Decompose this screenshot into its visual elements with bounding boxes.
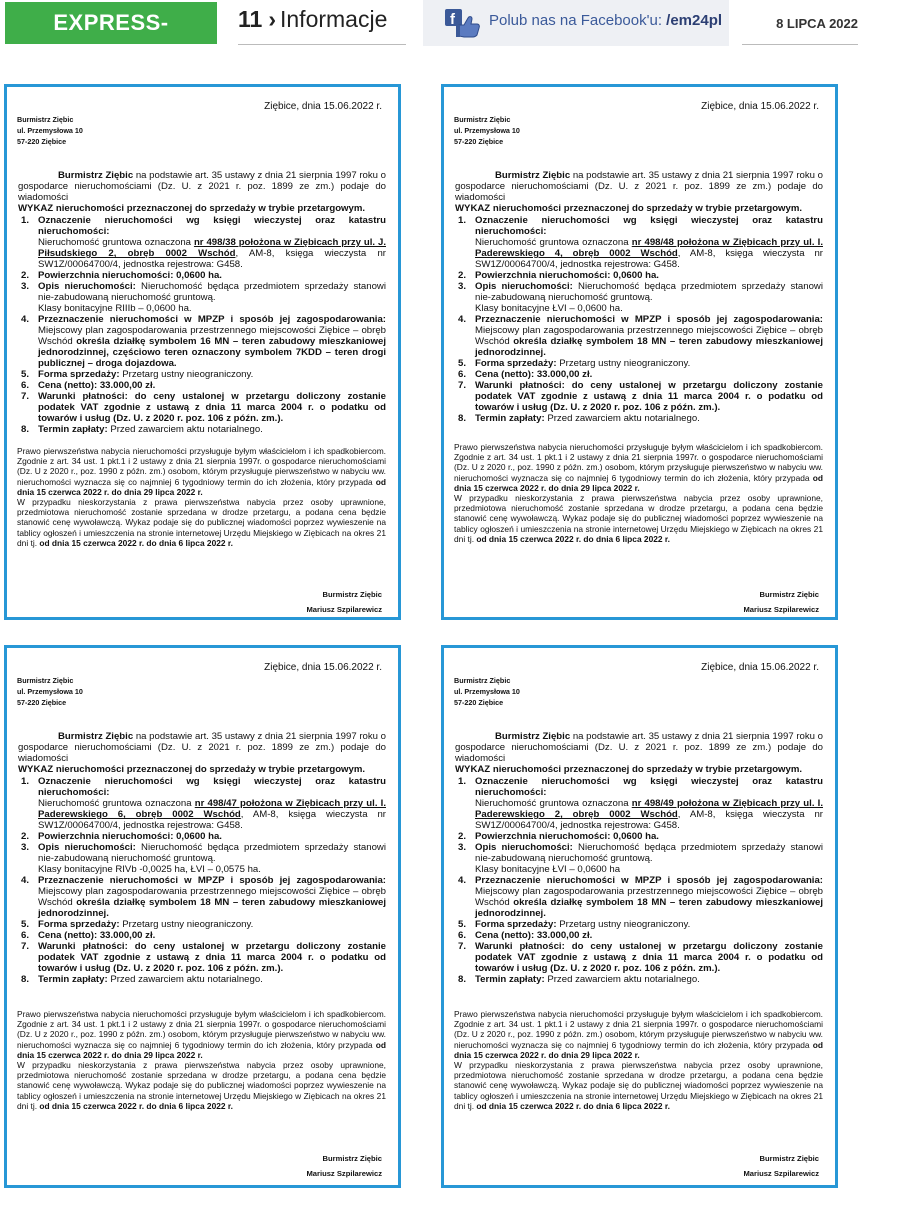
list-item: 6. Cena (netto): 33.000,00 zł. xyxy=(458,930,593,941)
rights-text: W przypadku nieskorzystania z prawa pierwszeństwa nabycia przez osoby uprawnione, przedmiotowa nieruchomość zostanie sprzedana w drodze przetargu, a podana cena będzie stanowić cenę wywoławczą. Wykaz podaje się do publicznej wiadomości poprzez wywieszenie na tablicy ogłoszeń i umieszczenia na stronie internetowej Urzędu Miejskiego w Ziębicach na okres 21 dni tj. xyxy=(454,1060,823,1111)
item-text: Przed zawarciem aktu notarialnego. xyxy=(107,424,263,435)
list-item: 8. Termin zapłaty: Przed zawarciem aktu notarialnego. xyxy=(21,424,263,435)
svg-text:f: f xyxy=(450,11,455,28)
page-heading xyxy=(238,6,387,33)
intro-text: na podstawie art. 35 ustawy z dnia 21 sierpnia 1997 roku o gospodarce nieruchomościami (Dz. U. z 2021 r. poz. 1899 ze zm.) podaje do wiadomości xyxy=(18,731,386,764)
address-line: Burmistrz Ziębic xyxy=(17,676,74,685)
signature-title: Burmistrz Ziębic xyxy=(322,590,382,599)
section-title: Informacje xyxy=(280,6,388,32)
zoning-symbol: określa działkę symbolem 18 MN – teren zabudowy mieszkaniowej jednorodzinnej. xyxy=(38,897,386,919)
item-text: Nieruchomość gruntowa oznaczona xyxy=(38,798,195,809)
soil-class: Klasy bonitacyjne RIVb -0,0025 ha, ŁVI – 0,0575 ha. xyxy=(38,864,261,875)
list-item: 5. Forma sprzedaży: Przetarg ustny nieograniczony. xyxy=(458,358,691,369)
list-item: 4. Przeznaczenie nieruchomości w MPZP i sposób jej zagospodarowania: Miejscowy plan zagospodarowania przestrzennego miejscowości Ziębice – obręb Wschód określa działkę symbolem 18 MN – teren zabudowy mieszkaniowej jednorodzinnej. xyxy=(458,875,823,919)
rights-text: W przypadku nieskorzystania z prawa pierwszeństwa nabycia przez osoby uprawnione, przedmiotowa nieruchomość zostanie sprzedana w drodze przetargu, a podana cena będzie stanowić cenę wywoławczą. Wykaz podaje się do publicznej wiadomości poprzez wywieszenie na tablicy ogłoszeń i umieszczenia na stronie internetowej Urzędu Miejskiego w Ziębicach na okres 21 dni tj. xyxy=(17,1060,386,1111)
list-item: 6. Cena (netto): 33.000,00 zł. xyxy=(458,369,593,380)
list-item: 5. Forma sprzedaży: Przetarg ustny nieograniczony. xyxy=(21,919,254,930)
item-title: Powierzchnia nieruchomości: 0,0600 ha. xyxy=(475,831,659,842)
list-item: 4. Przeznaczenie nieruchomości w MPZP i sposób jej zagospodarowania: Miejscowy plan zagospodarowania przestrzennego miejscowości Ziębice – obręb Wschód określa działkę symbolem 18 MN – teren zabudowy mieszkaniowej jednorodzinnej. xyxy=(458,314,823,358)
facebook-banner[interactable] xyxy=(423,0,729,46)
item-title: Powierzchnia nieruchomości: 0,0600 ha. xyxy=(38,270,222,281)
list-item: 2. Powierzchnia nieruchomości: 0,0600 ha. xyxy=(21,270,222,281)
zoning-symbol: określa działkę symbolem 18 MN – teren zabudowy mieszkaniowej jednorodzinnej. xyxy=(475,897,823,919)
price: Cena (netto): 33.000,00 zł. xyxy=(38,380,156,391)
item-title: Przeznaczenie nieruchomości w MPZP i sposób jej zagospodarowania: xyxy=(38,314,386,325)
rights-period: od dnia 15 czerwca 2022 r. do dnia 29 lipca 2022 r. xyxy=(454,1039,823,1060)
item-text: Nieruchomość będąca przedmiotem sprzedaży stanowi nie-zabudowaną nieruchomość gruntową. xyxy=(38,842,386,864)
payment-terms: Warunki płatności: do ceny ustalonej w przetargu doliczony zostanie podatek VAT zgodnie z ustawą z dnia 11 marca 2004 r. o podatku od towarów i usług (Dz. U. z 2020 r. poz. 106 z późn. zm.). xyxy=(475,941,823,974)
item-text: Miejscowy plan zagospodarowania przestrzennego miejscowości Ziębice – obręb Wschód xyxy=(475,325,823,347)
item-title: Opis nieruchomości: xyxy=(38,842,136,853)
list-heading: WYKAZ nieruchomości przeznaczonej do sprzedaży w trybie przetargowym. xyxy=(18,764,366,775)
item-title: Powierzchnia nieruchomości: 0,0600 ha. xyxy=(38,831,222,842)
zoning-symbol: określa działkę symbolem 16 MN – teren zabudowy mieszkaniowej jednorodzinnej, częściowo teren oznaczony symbolem 7KDD – teren drogi publicznej – droga dojazdowa. xyxy=(38,336,386,369)
signature xyxy=(743,1151,819,1181)
plot-designation: nr 498/38 położona w Ziębicach przy ul. J. Piłsudskiego 2, obręb 0002 Wschód xyxy=(38,237,386,259)
place-date: Ziębice, dnia 15.06.2022 r. xyxy=(264,662,382,673)
sender-address xyxy=(454,675,520,708)
address-line: ul. Przemysłowa 10 xyxy=(17,126,83,135)
soil-class: Klasy bonitacyjne ŁVI – 0,0600 ha xyxy=(475,864,621,875)
item-text: , AM-8, księga wieczysta nr SW1Z/00064700/4, jednostka rejestrowa: G458. xyxy=(38,809,386,831)
notice-intro xyxy=(18,731,386,775)
item-text: Nieruchomość będąca przedmiotem sprzedaży stanowi nie-zabudowaną nieruchomość gruntową. xyxy=(475,281,823,303)
item-text: Miejscowy plan zagospodarowania przestrzennego miejscowości Ziębice – obręb Wschód xyxy=(475,886,823,908)
item-title: Forma sprzedaży: xyxy=(475,919,557,930)
property-details-list xyxy=(18,776,386,985)
item-title: Termin zapłaty: xyxy=(38,974,108,985)
list-item: 7. Warunki płatności: do ceny ustalonej w przetargu doliczony zostanie podatek VAT zgodnie z ustawą z dnia 11 marca 2004 r. o podatku od towarów i usług (Dz. U. z 2020 r. poz. 106 z późn. zm.). xyxy=(21,391,386,424)
payment-terms: Warunki płatności: do ceny ustalonej w przetargu doliczony zostanie podatek VAT zgodnie z ustawą z dnia 11 marca 2004 r. o podatku od towarów i usług (Dz. U. z 2020 r. poz. 106 z późn. zm.). xyxy=(475,380,823,413)
address-line: 57-220 Ziębice xyxy=(454,698,504,707)
rights-text: Prawo pierwszeństwa nabycia nieruchomości przysługuje byłym właścicielom i ich spadkobiercom. Zgodnie z art. 34 ust. 1 pkt.1 i 2 ustawy z dnia 21 sierpnia 1997r. o gospodarce nieruchomościami (Dz. U z 2020 r., poz. 1990 z późn. zm.) osobom, którym przysługuje pierwszeństwo w nabyciu ww. nieruchomości wyznacza się co najmniej 6 tygodniowy termin do ich złożenia, który przypada xyxy=(454,442,823,483)
sale-notice xyxy=(4,84,401,620)
pre-emption-rights xyxy=(454,442,823,544)
soil-class: Klasy bonitacyjne ŁVI – 0,0600 ha. xyxy=(475,303,623,314)
list-item: 1. Oznaczenie nieruchomości wg księgi wieczystej oraz katastru nieruchomości: Nieruchomość gruntowa oznaczona nr 498/47 położona w Ziębicach przy ul. I. Paderewskiego 6, obręb 0002 Wschód, AM-8, księga wieczysta nr SW1Z/00064700/4, jednostka rejestrowa: G458. xyxy=(21,776,386,831)
plot-designation: nr 498/48 położona w Ziębicach przy ul. I. Paderewskiego 4, obręb 0002 Wschód xyxy=(475,237,823,259)
pre-emption-rights xyxy=(454,1009,823,1111)
rights-period: od dnia 15 czerwca 2022 r. do dnia 29 lipca 2022 r. xyxy=(17,1039,386,1060)
notice-intro xyxy=(455,170,823,214)
facebook-like-icon xyxy=(445,9,481,38)
list-item: 5. Forma sprzedaży: Przetarg ustny nieograniczony. xyxy=(458,919,691,930)
issue-date: 8 LIPCA 2022 xyxy=(776,16,858,31)
address-line: Burmistrz Ziębic xyxy=(17,115,74,124)
sender-address xyxy=(17,114,83,147)
list-item: 7. Warunki płatności: do ceny ustalonej w przetargu doliczony zostanie podatek VAT zgodnie z ustawą z dnia 11 marca 2004 r. o podatku od towarów i usług (Dz. U. z 2020 r. poz. 106 z późn. zm.). xyxy=(21,941,386,974)
property-details-list xyxy=(18,215,386,435)
list-item: 1. Oznaczenie nieruchomości wg księgi wieczystej oraz katastru nieruchomości: Nieruchomość gruntowa oznaczona nr 498/48 położona w Ziębicach przy ul. I. Paderewskiego 4, obręb 0002 Wschód, AM-8, księga wieczysta nr SW1Z/00064700/4, jednostka rejestrowa: G458. xyxy=(458,215,823,270)
intro-lead: Burmistrz Ziębic xyxy=(495,731,571,742)
address-line: ul. Przemysłowa 10 xyxy=(454,687,520,696)
signature xyxy=(743,587,819,617)
payment-terms: Warunki płatności: do ceny ustalonej w przetargu doliczony zostanie podatek VAT zgodnie z ustawą z dnia 11 marca 2004 r. o podatku od towarów i usług (Dz. U. z 2020 r. poz. 106 z późn. zm.). xyxy=(38,391,386,424)
list-item: 2. Powierzchnia nieruchomości: 0,0600 ha. xyxy=(458,270,659,281)
list-item: 3. Opis nieruchomości: Nieruchomość będąca przedmiotem sprzedaży stanowi nie-zabudowaną nieruchomość gruntową. Klasy bonitacyjne RIVb -0,0025 ha, ŁVI – 0,0575 ha. xyxy=(21,842,386,875)
list-item: 5. Forma sprzedaży: Przetarg ustny nieograniczony. xyxy=(21,369,254,380)
item-title: Termin zapłaty: xyxy=(38,424,108,435)
list-heading: WYKAZ nieruchomości przeznaczonej do sprzedaży w trybie przetargowym. xyxy=(455,764,803,775)
sale-notice xyxy=(441,84,838,620)
plot-designation: nr 498/49 położona w Ziębicach przy ul. I. Paderewskiego 2, obręb 0002 Wschód xyxy=(475,798,823,820)
intro-text: na podstawie art. 35 ustawy z dnia 21 sierpnia 1997 roku o gospodarce nieruchomościami (Dz. U. z 2021 r. poz. 1899 ze zm.) podaje do wiadomości xyxy=(18,170,386,203)
item-title: Opis nieruchomości: xyxy=(475,842,573,853)
item-text: Przetarg ustny nieograniczony. xyxy=(556,358,691,369)
signature-name: Mariusz Szpilarewicz xyxy=(743,605,819,614)
intro-lead: Burmistrz Ziębic xyxy=(58,170,134,181)
item-title: Przeznaczenie nieruchomości w MPZP i sposób jej zagospodarowania: xyxy=(475,875,823,886)
header-divider-right xyxy=(742,44,858,45)
item-text: Nieruchomość będąca przedmiotem sprzedaży stanowi nie-zabudowaną nieruchomość gruntową. xyxy=(38,281,386,303)
property-details-list xyxy=(455,776,823,985)
intro-lead: Burmistrz Ziębic xyxy=(495,170,571,181)
address-line: Burmistrz Ziębic xyxy=(454,115,511,124)
item-title: Forma sprzedaży: xyxy=(38,919,120,930)
list-item: 2. Powierzchnia nieruchomości: 0,0600 ha. xyxy=(458,831,659,842)
address-line: 57-220 Ziębice xyxy=(454,137,504,146)
publication-period: od dnia 15 czerwca 2022 r. do dnia 6 lipca 2022 r. xyxy=(476,533,671,544)
zoning-symbol: określa działkę symbolem 18 MN – teren zabudowy mieszkaniowej jednorodzinnej. xyxy=(475,336,823,358)
rights-text: W przypadku nieskorzystania z prawa pierwszeństwa nabycia przez osoby uprawnione, przedmiotowa nieruchomość zostanie sprzedana w drodze przetargu, a podana cena będzie stanowić cenę wywoławczą. Wykaz podaje się do publicznej wiadomości poprzez wywieszenie na tablicy ogłoszeń i umieszczenia na stronie internetowej Urzędu Miejskiego w Ziębicach na okres 21 dni tj. xyxy=(454,493,823,544)
sale-notice xyxy=(441,645,838,1188)
item-title: Powierzchnia nieruchomości: 0,0600 ha. xyxy=(475,270,659,281)
item-title: Forma sprzedaży: xyxy=(475,358,557,369)
intro-text: na podstawie art. 35 ustawy z dnia 21 sierpnia 1997 roku o gospodarce nieruchomościami (Dz. U. z 2021 r. poz. 1899 ze zm.) podaje do wiadomości xyxy=(455,170,823,203)
signature xyxy=(306,1151,382,1181)
payment-terms: Warunki płatności: do ceny ustalonej w przetargu doliczony zostanie podatek VAT zgodnie z ustawą z dnia 11 marca 2004 r. o podatku od towarów i usług (Dz. U. z 2020 r. poz. 106 z późn. zm.). xyxy=(38,941,386,974)
item-title: Opis nieruchomości: xyxy=(38,281,136,292)
signature-title: Burmistrz Ziębic xyxy=(322,1154,382,1163)
place-date: Ziębice, dnia 15.06.2022 r. xyxy=(701,101,819,112)
list-item: 4. Przeznaczenie nieruchomości w MPZP i sposób jej zagospodarowania: Miejscowy plan zagospodarowania przestrzennego miejscowości Ziębice – obręb Wschód określa działkę symbolem 18 MN – teren zabudowy mieszkaniowej jednorodzinnej. xyxy=(21,875,386,919)
item-text: Nieruchomość będąca przedmiotem sprzedaży stanowi nie-zabudowaną nieruchomość gruntową. xyxy=(475,842,823,864)
item-title: Opis nieruchomości: xyxy=(475,281,573,292)
site-logo[interactable]: EXPRESS-MIEJSKI.PL xyxy=(5,2,217,44)
list-item: 6. Cena (netto): 33.000,00 zł. xyxy=(21,380,156,391)
item-text: Przed zawarciem aktu notarialnego. xyxy=(107,974,263,985)
intro-text: na podstawie art. 35 ustawy z dnia 21 sierpnia 1997 roku o gospodarce nieruchomościami (Dz. U. z 2021 r. poz. 1899 ze zm.) podaje do wiadomości xyxy=(455,731,823,764)
publication-period: od dnia 15 czerwca 2022 r. do dnia 6 lipca 2022 r. xyxy=(39,1100,234,1111)
list-item: 8. Termin zapłaty: Przed zawarciem aktu notarialnego. xyxy=(458,974,700,985)
chevron-right-icon: › xyxy=(268,6,276,32)
price: Cena (netto): 33.000,00 zł. xyxy=(475,369,593,380)
list-item: 8. Termin zapłaty: Przed zawarciem aktu notarialnego. xyxy=(21,974,263,985)
rights-text: W przypadku nieskorzystania z prawa pierwszeństwa nabycia przez osoby uprawnione, przedmiotowa nieruchomość zostanie sprzedana w drodze przetargu, a podana cena będzie stanowić cenę wywoławczą. Wykaz podaje się do publicznej wiadomości poprzez wywieszenie na tablicy ogłoszeń i umieszczenia na stronie internetowej Urzędu Miejskiego w Ziębicach na okres 21 dni tj. xyxy=(17,497,386,548)
page-header xyxy=(0,0,900,77)
item-text: , AM-8, księga wieczysta nr SW1Z/00064700/4, jednostka rejestrowa: G458. xyxy=(475,248,823,270)
intro-lead: Burmistrz Ziębic xyxy=(58,731,134,742)
item-text: Przed zawarciem aktu notarialnego. xyxy=(544,974,700,985)
list-item: 1. Oznaczenie nieruchomości wg księgi wieczystej oraz katastru nieruchomości: Nieruchomość gruntowa oznaczona nr 498/38 położona w Ziębicach przy ul. J. Piłsudskiego 2, obręb 0002 Wschód, AM-8, księga wieczysta nr SW1Z/00064700/4, jednostka rejestrowa: G458. xyxy=(21,215,386,270)
item-title: Przeznaczenie nieruchomości w MPZP i sposób jej zagospodarowania: xyxy=(38,875,386,886)
signature-title: Burmistrz Ziębic xyxy=(759,590,819,599)
pre-emption-rights xyxy=(17,446,386,548)
item-title: Przeznaczenie nieruchomości w MPZP i sposób jej zagospodarowania: xyxy=(475,314,823,325)
list-item: 3. Opis nieruchomości: Nieruchomość będąca przedmiotem sprzedaży stanowi nie-zabudowaną nieruchomość gruntową. Klasy bonitacyjne ŁVI – 0,0600 ha xyxy=(458,842,823,875)
item-title: Forma sprzedaży: xyxy=(38,369,120,380)
list-item: 7. Warunki płatności: do ceny ustalonej w przetargu doliczony zostanie podatek VAT zgodnie z ustawą z dnia 11 marca 2004 r. o podatku od towarów i usług (Dz. U. z 2020 r. poz. 106 z późn. zm.). xyxy=(458,941,823,974)
rights-text: Prawo pierwszeństwa nabycia nieruchomości przysługuje byłym właścicielom i ich spadkobiercom. Zgodnie z art. 34 ust. 1 pkt.1 i 2 ustawy z dnia 21 sierpnia 1997r. o gospodarce nieruchomościami (Dz. U z 2020 r., poz. 1990 z późn. zm.) osobom, którym przysługuje pierwszeństwo w nabyciu ww. nieruchomości wyznacza się co najmniej 6 tygodniowy termin do ich złożenia, który przypada xyxy=(17,1009,386,1050)
header-divider xyxy=(238,44,406,45)
list-item: 3. Opis nieruchomości: Nieruchomość będąca przedmiotem sprzedaży stanowi nie-zabudowaną nieruchomość gruntową. Klasy bonitacyjne RIIIb – 0,0600 ha. xyxy=(21,281,386,314)
item-text: Miejscowy plan zagospodarowania przestrzennego miejscowości Ziębice – obręb Wschód xyxy=(38,886,386,908)
list-item: 1. Oznaczenie nieruchomości wg księgi wieczystej oraz katastru nieruchomości: Nieruchomość gruntowa oznaczona nr 498/49 położona w Ziębicach przy ul. I. Paderewskiego 2, obręb 0002 Wschód, AM-8, księga wieczysta nr SW1Z/00064700/4, jednostka rejestrowa: G458. xyxy=(458,776,823,831)
publication-period: od dnia 15 czerwca 2022 r. do dnia 6 lipca 2022 r. xyxy=(39,537,234,548)
signature xyxy=(306,587,382,617)
plot-designation: nr 498/47 położona w Ziębicach przy ul. I. Paderewskiego 6, obręb 0002 Wschód xyxy=(38,798,386,820)
rights-text: Prawo pierwszeństwa nabycia nieruchomości przysługuje byłym właścicielom i ich spadkobiercom. Zgodnie z art. 34 ust. 1 pkt.1 i 2 ustawy z dnia 21 sierpnia 1997r. o gospodarce nieruchomościami (Dz. U z 2020 r., poz. 1990 z późn. zm.) osobom, którym przysługuje pierwszeństwo w nabyciu ww. nieruchomości wyznacza się co najmniej 6 tygodniowy termin do ich złożenia, który przypada xyxy=(17,446,386,487)
item-text: , AM-8, księga wieczysta nr SW1Z/00064700/4, jednostka rejestrowa: G458. xyxy=(475,809,823,831)
item-title: Termin zapłaty: xyxy=(475,413,545,424)
price: Cena (netto): 33.000,00 zł. xyxy=(475,930,593,941)
signature-name: Mariusz Szpilarewicz xyxy=(306,1169,382,1178)
item-title: Oznaczenie nieruchomości wg księgi wieczystej oraz katastru nieruchomości: xyxy=(38,215,386,237)
list-item: 3. Opis nieruchomości: Nieruchomość będąca przedmiotem sprzedaży stanowi nie-zabudowaną nieruchomość gruntową. Klasy bonitacyjne ŁVI – 0,0600 ha. xyxy=(458,281,823,314)
sender-address xyxy=(454,114,520,147)
signature-name: Mariusz Szpilarewicz xyxy=(743,1169,819,1178)
item-text: Nieruchomość gruntowa oznaczona xyxy=(475,798,632,809)
page-number: 11 xyxy=(238,6,263,32)
list-heading: WYKAZ nieruchomości przeznaczonej do sprzedaży w trybie przetargowym. xyxy=(18,203,366,214)
place-date: Ziębice, dnia 15.06.2022 r. xyxy=(701,662,819,673)
list-item: 8. Termin zapłaty: Przed zawarciem aktu notarialnego. xyxy=(458,413,700,424)
item-text: Nieruchomość gruntowa oznaczona xyxy=(38,237,194,248)
facebook-cta xyxy=(489,12,722,29)
rights-period: od dnia 15 czerwca 2022 r. do dnia 29 lipca 2022 r. xyxy=(454,472,823,493)
sender-address xyxy=(17,675,83,708)
rights-text: Prawo pierwszeństwa nabycia nieruchomości przysługuje byłym właścicielom i ich spadkobiercom. Zgodnie z art. 34 ust. 1 pkt.1 i 2 ustawy z dnia 21 sierpnia 1997r. o gospodarce nieruchomościami (Dz. U z 2020 r., poz. 1990 z późn. zm.) osobom, którym przysługuje pierwszeństwo w nabyciu ww. nieruchomości wyznacza się co najmniej 6 tygodniowy termin do ich złożenia, który przypada xyxy=(454,1009,823,1050)
price: Cena (netto): 33.000,00 zł. xyxy=(38,930,156,941)
property-details-list xyxy=(455,215,823,424)
item-text: , AM-8, księga wieczysta nr SW1Z/00064700/4, jednostka rejestrowa: G458. xyxy=(38,248,386,270)
item-text: Przetarg ustny nieograniczony. xyxy=(556,919,691,930)
address-line: 57-220 Ziębice xyxy=(17,698,67,707)
pre-emption-rights xyxy=(17,1009,386,1111)
item-title: Oznaczenie nieruchomości wg księgi wieczystej oraz katastru nieruchomości: xyxy=(38,776,386,798)
signature-name: Mariusz Szpilarewicz xyxy=(306,605,382,614)
sale-notice xyxy=(4,645,401,1188)
item-text: Przed zawarciem aktu notarialnego. xyxy=(544,413,700,424)
address-line: ul. Przemysłowa 10 xyxy=(454,126,520,135)
item-title: Oznaczenie nieruchomości wg księgi wieczystej oraz katastru nieruchomości: xyxy=(475,215,823,237)
place-date: Ziębice, dnia 15.06.2022 r. xyxy=(264,101,382,112)
list-item: 4. Przeznaczenie nieruchomości w MPZP i sposób jej zagospodarowania: Miejscowy plan zagospodarowania przestrzennego miejscowości Ziębice – obręb Wschód określa działkę symbolem 16 MN – teren zabudowy mieszkaniowej jednorodzinnej, częściowo teren oznaczony symbolem 7KDD – teren drogi publicznej – droga dojazdowa. xyxy=(21,314,386,369)
address-line: 57-220 Ziębice xyxy=(17,137,67,146)
list-heading: WYKAZ nieruchomości przeznaczonej do sprzedaży w trybie przetargowym. xyxy=(455,203,803,214)
notice-intro xyxy=(18,170,386,214)
address-line: ul. Przemysłowa 10 xyxy=(17,687,83,696)
list-item: 6. Cena (netto): 33.000,00 zł. xyxy=(21,930,156,941)
publication-period: od dnia 15 czerwca 2022 r. do dnia 6 lipca 2022 r. xyxy=(476,1100,671,1111)
list-item: 7. Warunki płatności: do ceny ustalonej w przetargu doliczony zostanie podatek VAT zgodnie z ustawą z dnia 11 marca 2004 r. o podatku od towarów i usług (Dz. U. z 2020 r. poz. 106 z późn. zm.). xyxy=(458,380,823,413)
item-title: Oznaczenie nieruchomości wg księgi wieczystej oraz katastru nieruchomości: xyxy=(475,776,823,798)
item-text: Przetarg ustny nieograniczony. xyxy=(119,919,254,930)
soil-class: Klasy bonitacyjne RIIIb – 0,0600 ha. xyxy=(38,303,192,314)
notice-intro xyxy=(455,731,823,775)
signature-title: Burmistrz Ziębic xyxy=(759,1154,819,1163)
list-item: 2. Powierzchnia nieruchomości: 0,0600 ha. xyxy=(21,831,222,842)
item-text: Miejscowy plan zagospodarowania przestrzennego miejscowości Ziębice – obręb Wschód xyxy=(38,325,386,347)
rights-period: od dnia 15 czerwca 2022 r. do dnia 29 lipca 2022 r. xyxy=(17,476,386,497)
item-text: Nieruchomość gruntowa oznaczona xyxy=(475,237,632,248)
item-title: Termin zapłaty: xyxy=(475,974,545,985)
item-text: Przetarg ustny nieograniczony. xyxy=(119,369,254,380)
address-line: Burmistrz Ziębic xyxy=(454,676,511,685)
facebook-cta-text: Polub nas na Facebook'u: xyxy=(489,12,662,29)
facebook-handle[interactable]: /em24pl xyxy=(666,12,723,29)
